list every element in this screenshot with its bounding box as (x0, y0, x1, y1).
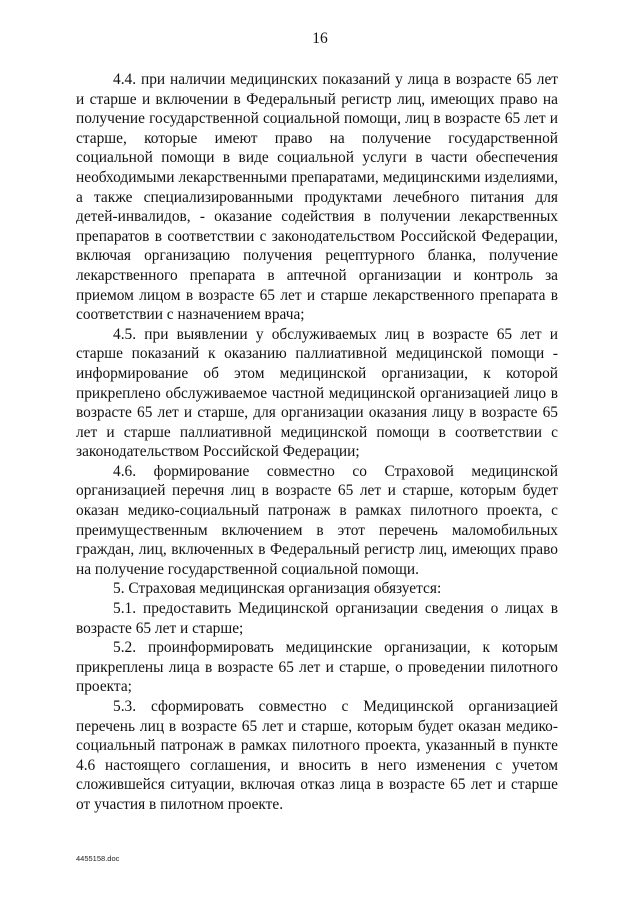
paragraph-5-2: 5.2. проинформировать медицинские организации, к которым прикреплены лица в возрасте 65 лет и старше, о проведении пилотного проекта; (76, 639, 558, 696)
paragraph-4-6: 4.6. формирование совместно со Страховой медицинской организацией перечня лиц в возрасте 65 лет и старше, которым будет оказан медико-социальный патронаж в рамках пилотного проекта, с преимущественным включением в этот перечень маломобильных граждан, лиц, включенных в Федеральный регистр лиц, имеющих право на получение государственной социальной помощи. (76, 462, 558, 578)
paragraph-5-1: 5.1. предоставить Медицинской организации сведения о лицах в возрасте 65 лет и старше; (76, 600, 558, 637)
page-number: 16 (312, 30, 328, 47)
document-body (76, 70, 558, 815)
footer-filename: 4455158.doc (76, 854, 120, 863)
paragraph-4-5: 4.5. при выявлении у обслуживаемых лиц в возрасте 65 лет и старше показаний к оказанию паллиативной медицинской помощи - информирование об этом медицинской организации, к которой прикреплено обслуживаемое частной медицинской организацией лицо в возрасте 65 лет и старше, для организации оказания лицу в возрасте 65 лет и старше паллиативной медицинской помощи в соответствии с законодательством Российской Федерации; (76, 325, 558, 461)
paragraph-5-3: 5.3. сформировать совместно с Медицинской организацией перечень лиц в возрасте 65 лет и старше, которым будет оказан медико-социальный патронаж в рамках пилотного проекта, указанный в пункте 4.6 настоящего соглашения, и вносить в него изменения с учетом сложившейся ситуации, включая отказ лица в возрасте 65 лет и старше от участия в пилотном проекте. (76, 698, 558, 813)
paragraph-4-4: 4.4. при наличии медицинских показаний у лица в возрасте 65 лет и старше и включении в Федеральный регистр лиц, имеющих право на получение государственной социальной помощи, лиц в возрасте 65 лет и старше, которые имеют право на получение государственной социальной помощи в виде социальной услуги в части обеспечения необходимыми лекарственными препаратами, медицинскими изделиями, а также специализированными продуктами лечебного питания для детей-инвалидов, - оказание содействия в получении лекарственных препаратов в соответствии с законодательством Российской Федерации, включая организацию получения рецептурного бланка, получение лекарственного препарата в аптечной организации и контроль за приемом лицом в возрасте 65 лет и старше лекарственного препарата в соответствии с назначением врача; (76, 71, 558, 324)
paragraph-5: 5. Страховая медицинская организация обязуется: (113, 580, 442, 598)
